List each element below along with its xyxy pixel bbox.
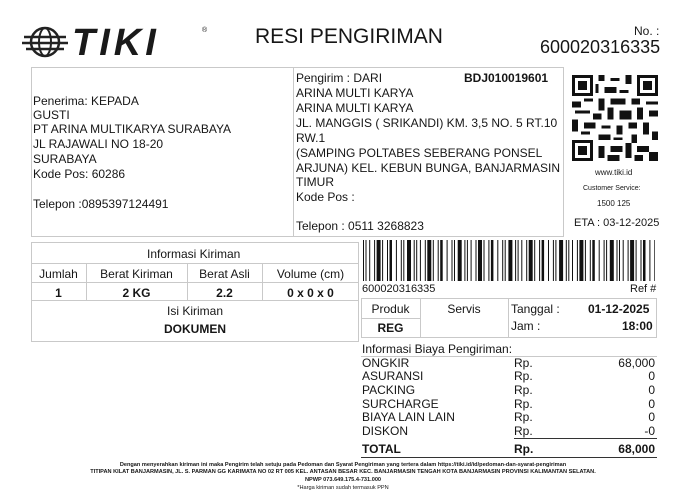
cost-label: DISKON xyxy=(362,424,409,438)
receipt-number: 600020316335 xyxy=(540,37,661,57)
logo-wordmark: TIKI xyxy=(72,22,160,64)
recipient-line: JL RAJAWALI NO 18-20 xyxy=(33,137,164,151)
contents-label: Isi Kiriman xyxy=(166,304,223,318)
cost-currency: Rp. xyxy=(514,424,533,438)
produk-label: Produk xyxy=(371,302,410,316)
cost-amount: 0 xyxy=(648,383,655,397)
sender-line: ARINA MULTI KARYA xyxy=(296,86,414,100)
value-jumlah: 1 xyxy=(55,286,62,300)
total-amount: 68,000 xyxy=(618,442,655,456)
sender-line: ARJUNA) KEL. KEBUN BUNGA, BANJARMASIN xyxy=(296,161,561,175)
jam-label: Jam : xyxy=(511,319,541,333)
barcode-number: 600020316335 xyxy=(362,283,436,295)
header-volume: Volume (cm) xyxy=(276,267,345,281)
cs-label: Customer Service: xyxy=(583,185,641,192)
tanggal-value: 01-12-2025 xyxy=(588,302,650,316)
sender-line: ARINA MULTI KARYA xyxy=(296,101,414,115)
header-jumlah: Jumlah xyxy=(39,267,78,281)
sender-line: (SAMPING POLTABES SEBERANG PONSEL xyxy=(296,146,543,160)
barcode-ref: Ref # xyxy=(630,283,657,295)
cost-label: SURCHARGE xyxy=(362,397,439,411)
recipient-line: SURABAYA xyxy=(33,152,97,166)
cost-label: ASURANSI xyxy=(362,369,424,383)
globe-icon xyxy=(22,24,68,60)
sender-line: Kode Pos : xyxy=(296,190,355,204)
cost-currency: Rp. xyxy=(514,356,533,370)
value-berat-asli: 2.2 xyxy=(216,286,233,300)
contents-value: DOKUMEN xyxy=(164,322,226,336)
produk-value: REG xyxy=(377,321,404,335)
recipient-line: Penerima: KEPADA xyxy=(33,94,139,108)
footer-ppn-note: *Harga kiriman sudah termasuk PPN xyxy=(297,485,389,491)
recipient-phone: Telepon :0895397124491 xyxy=(33,197,169,211)
barcode-bars xyxy=(361,240,657,281)
cost-title: Informasi Biaya Pengiriman: xyxy=(362,342,513,356)
servis-label: Servis xyxy=(447,302,481,316)
cost-currency: Rp. xyxy=(514,410,533,424)
header-berat-asli: Berat Asli xyxy=(199,267,250,281)
cost-amount: 0 xyxy=(648,397,655,411)
receipt-no-label: No. : xyxy=(634,24,660,38)
shipment-info-title: Informasi Kiriman xyxy=(147,247,241,261)
total-currency: Rp. xyxy=(514,442,534,456)
value-berat-kiriman: 2 KG xyxy=(122,286,151,300)
tanggal-label: Tanggal : xyxy=(511,302,560,316)
cost-label: ONGKIR xyxy=(362,356,410,370)
cost-currency: Rp. xyxy=(514,397,533,411)
cost-amount: -0 xyxy=(644,424,655,438)
eta: ETA : 03-12-2025 xyxy=(574,217,660,229)
cost-amount: 0 xyxy=(648,410,655,424)
cost-amount: 0 xyxy=(648,369,655,383)
header-berat-kiriman: Berat Kiriman xyxy=(100,267,173,281)
page-title: RESI PENGIRIMAN xyxy=(255,25,443,48)
sender-line: TIMUR xyxy=(296,175,334,189)
cost-label: PACKING xyxy=(362,383,416,397)
jam-value: 18:00 xyxy=(622,319,653,333)
footer-address: TITIPAN KILAT BANJARMASIN, JL. S. PARMAN GG KARIMATA NO 02 RT 005 KEL. ANTASAN BESAR KEC. BANJARMASIN TENGAH KOTA BANJARMASIN PROVINSI KALIMANTAN SELATAN. xyxy=(90,469,596,475)
total-label: TOTAL xyxy=(362,442,401,456)
recipient-line: Kode Pos: 60286 xyxy=(33,167,126,181)
cost-currency: Rp. xyxy=(514,369,533,383)
footer-terms: Dengan menyerahkan kiriman ini maka Pengirim telah setuju pada Pedoman dan Syarat Pengiriman yang tertera dalam https://tiki.id/id/pedoman-dan-syarat-pengiriman xyxy=(119,462,567,468)
website: www.tiki.id xyxy=(595,168,633,177)
sender-code: BDJ010019601 xyxy=(464,71,549,85)
barcode xyxy=(361,240,657,281)
cost-currency: Rp. xyxy=(514,383,533,397)
cost-amount: 68,000 xyxy=(618,356,655,370)
sender-header: Pengirim : DARI xyxy=(296,71,383,85)
sender-phone: Telepon : 0511 3268823 xyxy=(296,219,424,233)
tiki-logo xyxy=(22,22,208,64)
recipient-line: GUSTI xyxy=(33,108,70,122)
footer-npwp: NPWP 073.649.175.4-731.000 xyxy=(304,477,382,483)
cost-label: BIAYA LAIN LAIN xyxy=(362,410,455,424)
registered-mark: ® xyxy=(202,27,208,34)
recipient-line: PT ARINA MULTIKARYA SURABAYA xyxy=(33,122,232,136)
sender-line: JL. MANGGIS ( SRIKANDI) KM. 3,5 NO. 5 RT.10 xyxy=(296,116,558,130)
sender-line: RW.1 xyxy=(296,131,326,145)
cs-number: 1500 125 xyxy=(597,199,631,208)
qr-code xyxy=(572,75,658,161)
value-volume: 0 x 0 x 0 xyxy=(287,286,334,300)
